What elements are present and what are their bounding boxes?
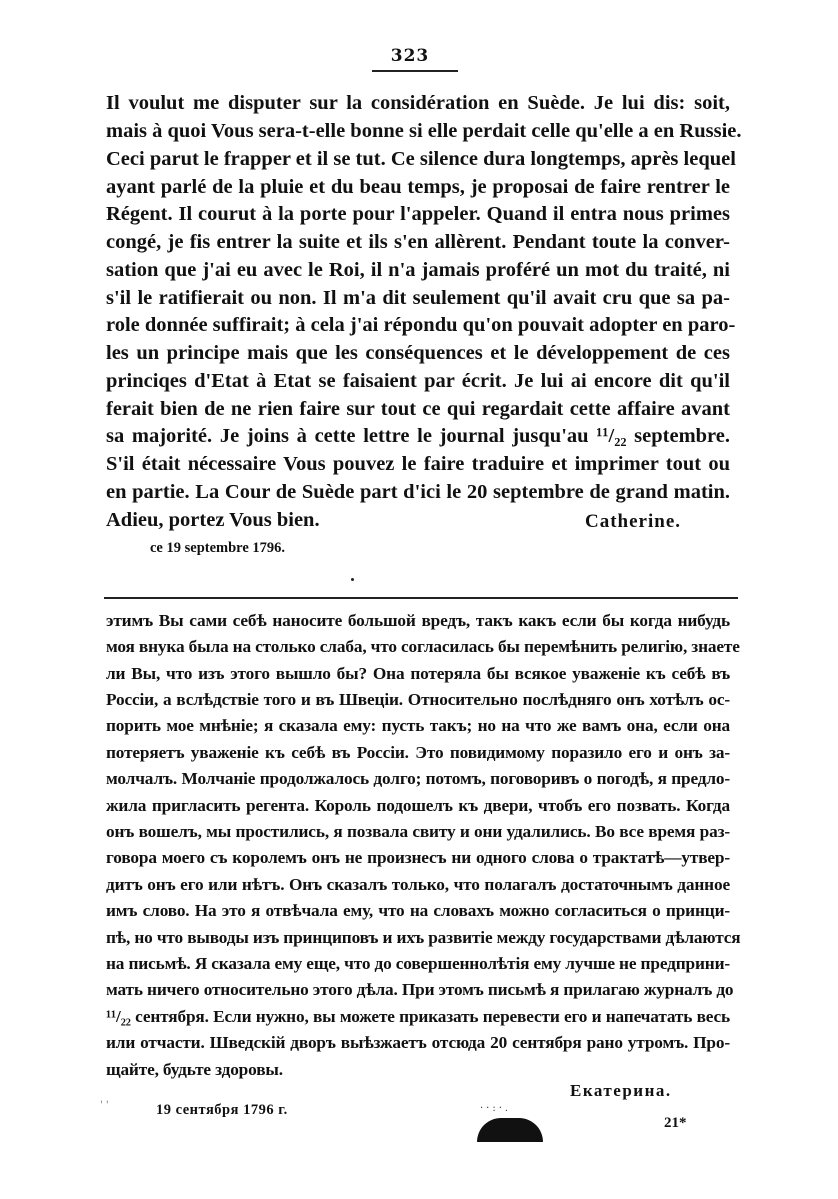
section-divider [104, 597, 738, 599]
french-line: princiqes d'Etat à Etat se faisaient par écrit. Je lui ai encore dit qu'il [106, 370, 730, 392]
french-line: sation que j'ai eu avec le Roi, il n'a jamais proféré un mot du traité, ni [106, 259, 730, 281]
russian-line: потеряетъ уваженіе къ себѣ въ Россіи. Это повидимому поразило его и онъ за- [106, 743, 730, 762]
russian-line: молчалъ. Молчаніе продолжалось долго; потомъ, поговоривъ о погодѣ, я предло- [106, 769, 730, 788]
french-line: role donnée suffirait; à cela j'ai répondu qu'on pouvait adopter en paro- [106, 314, 736, 336]
russian-line: говора моего съ королемъ онъ не произнесъ ни одного слова о трактатѣ—утвер- [106, 848, 730, 867]
french-line: en partie. La Cour de Suède part d'ici le 20 septembre de grand matin. [106, 481, 730, 503]
french-line: ayant parlé de la pluie et du beau temps, je proposai de faire rentrer le [106, 176, 730, 198]
sheet-signature-mark: 21* [664, 1115, 687, 1131]
page-number: 323 [390, 46, 430, 66]
russian-line: Россіи, а вслѣдствіе того и въ Швеціи. Относительно послѣдняго онъ хотѣлъ ос- [106, 690, 730, 709]
ink-blot [477, 1118, 543, 1142]
french-line: S'il était nécessaire Vous pouvez le faire traduire et imprimer tout ou [106, 453, 730, 475]
russian-line: мать ничего относительно этого дѣла. При этомъ письмѣ я прилагаю журналъ до [106, 980, 734, 999]
russian-date: 19 сентября 1796 г. [156, 1102, 288, 1118]
french-line: ferait bien de ne rien faire sur tout ce qui regardait cette affaire avant [106, 398, 730, 420]
russian-line: дитъ онъ его или нѣтъ. Онъ сказалъ только, что полагалъ достаточнымъ данное [106, 875, 730, 894]
russian-signature: Екатерина. [570, 1081, 672, 1100]
french-date: ce 19 septembre 1796. [150, 540, 286, 556]
russian-line: на письмѣ. Я сказала ему еще, что до совершеннолѣтія ему лучше не предприни- [106, 954, 730, 973]
french-line: Régent. Il courut à la porte pour l'appeler. Quand il entra nous primes [106, 203, 730, 225]
french-line: s'il le ratifierait ou non. Il m'a dit seulement qu'il avait cru que sa pa- [106, 287, 730, 309]
russian-line: моя внука была на столько слаба, что согласилась бы перемѣнить религію, знаете [106, 637, 740, 656]
russian-line: щайте, будьте здоровы. [106, 1060, 283, 1079]
russian-line: или отчасти. Шведскій дворъ выѣзжаетъ отсюда 20 сентября рано утромъ. Про- [106, 1033, 730, 1052]
russian-line: порить мое мнѣніе; я сказала ему: пусть такъ; но на что же вамъ она, если она [106, 716, 730, 735]
russian-line: ¹¹/₂₂ сентября. Если нужно, вы можете приказать перевести его и напечатать весь [106, 1007, 730, 1026]
margin-dots: ' ' [100, 1100, 109, 1111]
russian-line: жила пригласить регента. Король подошелъ къ двери, чтобъ его позвать. Когда [106, 796, 730, 815]
russian-line: онъ вошелъ, мы простились, я позвала свиту и они удалились. Во все время раз- [106, 822, 730, 841]
french-line: congé, je fis entrer la suite et ils s'en allèrent. Pendant toute la conver- [106, 231, 730, 253]
ink-specks: ··:·. [480, 1103, 512, 1114]
french-line: Adieu, portez Vous bien. [106, 509, 320, 531]
russian-line: пѣ, но что выводы изъ принциповъ и ихъ развитіе между государствами дѣлаются [106, 928, 741, 947]
french-line: Ceci parut le frapper et il se tut. Ce silence dura longtemps, après lequel [106, 148, 736, 170]
french-line: mais à quoi Vous sera-t-elle bonne si elle perdait celle qu'elle a en Russie. [106, 120, 742, 142]
french-line: sa majorité. Je joins à cette lettre le journal jusqu'au ¹¹/₂₂ septembre. [106, 425, 730, 447]
french-signature: Catherine. [585, 511, 682, 532]
russian-line: имъ слово. На это я отвѣчала ему, что на словахъ можно согласиться о принци- [106, 901, 730, 920]
french-line: Il voulut me disputer sur la considération en Suède. Je lui dis: soit, [106, 92, 730, 114]
russian-line: этимъ Вы сами себѣ наносите большой вредъ, такъ какъ если бы когда нибудь [106, 611, 730, 630]
page-number-rule [372, 70, 458, 72]
dot-mark [351, 578, 354, 581]
french-line: les un principe mais que les conséquences et le développement de ces [106, 342, 730, 364]
russian-line: ли Вы, что изъ этого вышло бы? Она потеряла бы всякое уваженіе къ себѣ въ [106, 664, 730, 683]
